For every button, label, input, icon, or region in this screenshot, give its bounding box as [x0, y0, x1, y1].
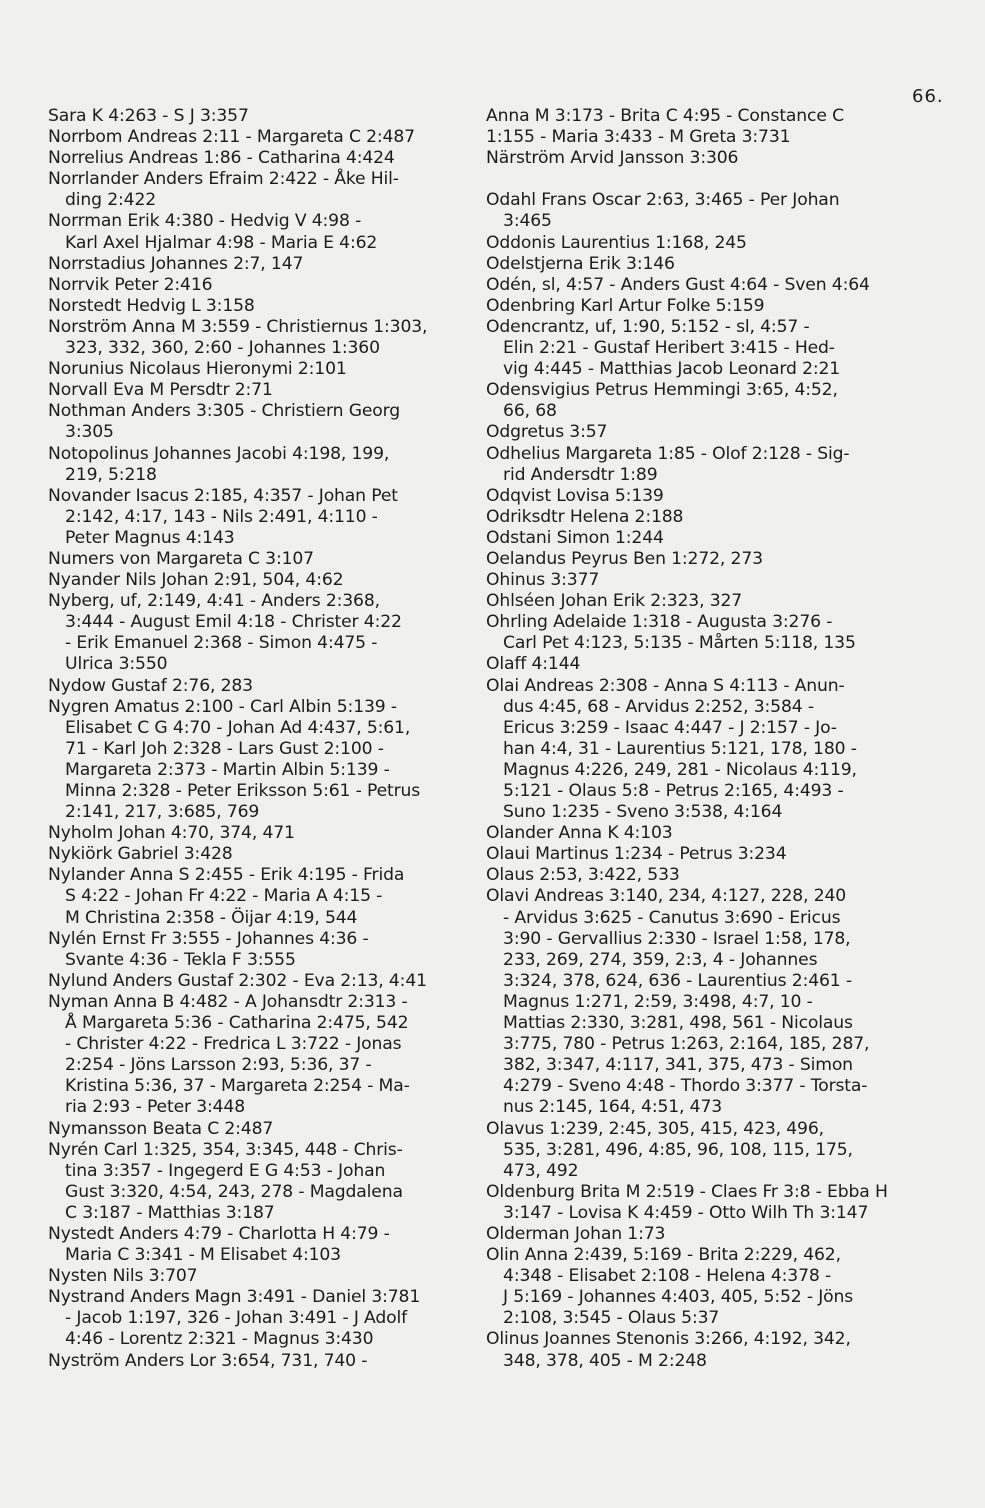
index-entry-line: Odqvist Lovisa 5:139: [486, 485, 664, 506]
index-entry-line: Nystrand Anders Magn 3:491 - Daniel 3:781: [48, 1287, 421, 1308]
index-entry-line: [486, 169, 916, 190]
index-entry-line: Nothman Anders 3:305 - Christiern Georg: [48, 401, 401, 422]
index-entry-line: Oelandus Peyrus Ben 1:272, 273: [486, 548, 763, 569]
index-entry-line: 3:444 - August Emil 4:18 - Christer 4:22: [48, 612, 402, 633]
index-entry-line: Ohrling Adelaide 1:318 - Augusta 3:276 -: [486, 612, 833, 633]
index-entry-line: Odgretus 3:57: [486, 422, 608, 443]
index-entry-line: Ulrica 3:550: [48, 654, 168, 675]
index-entry-line: Karl Axel Hjalmar 4:98 - Maria E 4:62: [48, 232, 378, 253]
index-entry-line: Sara K 4:263 - S J 3:357: [48, 106, 249, 126]
index-entry-line: 473, 492: [486, 1160, 579, 1181]
index-entry-line: Odelstjerna Erik 3:146: [486, 253, 675, 274]
index-entry-line: Numers von Margareta C 3:107: [48, 548, 314, 569]
index-entry-line: Norstedt Hedvig L 3:158: [48, 295, 255, 316]
index-entry-line: 3:305: [48, 422, 114, 443]
index-entry-line: ding 2:422: [48, 190, 157, 211]
index-entry-line: Nyholm Johan 4:70, 374, 471: [48, 823, 295, 844]
index-entry-line: Olai Andreas 2:308 - Anna S 4:113 - Anun-: [486, 675, 845, 696]
index-entry-line: 4:348 - Elisabet 2:108 - Helena 4:378 -: [486, 1266, 832, 1287]
index-entry-line: Nykiörk Gabriel 3:428: [48, 844, 233, 865]
index-entry-line: Nylund Anders Gustaf 2:302 - Eva 2:13, 4:41: [48, 970, 427, 991]
index-entry-line: Olaui Martinus 1:234 - Petrus 3:234: [486, 844, 787, 865]
page-number: 66.: [912, 86, 944, 107]
index-entry-line: Å Margareta 5:36 - Catharina 2:475, 542: [48, 1013, 409, 1034]
index-entry-line: Nyrén Carl 1:325, 354, 3:345, 448 - Chris-: [48, 1139, 403, 1160]
index-entry-line: Magnus 4:226, 249, 281 - Nicolaus 4:119,: [486, 759, 857, 780]
index-entry-line: Odén, sl, 4:57 - Anders Gust 4:64 - Sven 4:64: [486, 274, 870, 295]
index-entry-line: Nymansson Beata C 2:487: [48, 1118, 274, 1139]
index-entry-line: 323, 332, 360, 2:60 - Johannes 1:360: [48, 338, 380, 359]
index-entry-line: Odenbring Karl Artur Folke 5:159: [486, 295, 765, 316]
index-entry-line: Notopolinus Johannes Jacobi 4:198, 199,: [48, 443, 390, 464]
index-entry-line: Minna 2:328 - Peter Eriksson 5:61 - Petrus: [48, 781, 421, 801]
index-entry-line: 2:108, 3:545 - Olaus 5:37: [486, 1308, 720, 1329]
index-entry-line: Suno 1:235 - Sveno 3:538, 4:164: [486, 802, 783, 823]
index-entry-line: nus 2:145, 164, 4:51, 473: [486, 1097, 723, 1118]
index-entry-line: - Christer 4:22 - Fredrica L 3:722 - Jonas: [48, 1034, 402, 1055]
index-entry-line: 71 - Karl Joh 2:328 - Lars Gust 2:100 -: [48, 738, 384, 759]
index-entry-line: Oldenburg Brita M 2:519 - Claes Fr 3:8 - Ebba H: [486, 1181, 888, 1202]
index-entry-line: Nylén Ernst Fr 3:555 - Johannes 4:36 -: [48, 928, 369, 949]
index-entry-line: Odstani Simon 1:244: [486, 527, 664, 548]
index-entry-line: 1:155 - Maria 3:433 - M Greta 3:731: [486, 127, 791, 148]
index-entry-line: Novander Isacus 2:185, 4:357 - Johan Pet: [48, 485, 398, 506]
index-entry-line: 348, 378, 405 - M 2:248: [486, 1350, 707, 1371]
index-entry-line: Norrbom Andreas 2:11 - Margareta C 2:487: [48, 127, 415, 148]
index-entry-line: Nysten Nils 3:707: [48, 1266, 198, 1287]
index-entry-line: Norrelius Andreas 1:86 - Catharina 4:424: [48, 148, 395, 169]
index-entry-line: Ohinus 3:377: [486, 570, 600, 591]
index-entry-line: 3:324, 378, 624, 636 - Laurentius 2:461 -: [486, 970, 852, 991]
index-column-right: [486, 106, 916, 1372]
index-entry-line: Olderman Johan 1:73: [486, 1223, 666, 1244]
index-entry-line: Odensvigius Petrus Hemmingi 3:65, 4:52,: [486, 380, 838, 401]
index-entry-line: vig 4:445 - Matthias Jacob Leonard 2:21: [486, 359, 841, 380]
index-entry-line: 2:254 - Jöns Larsson 2:93, 5:36, 37 -: [48, 1055, 372, 1076]
index-entry-line: 3:147 - Lovisa K 4:459 - Otto Wilh Th 3:147: [486, 1202, 869, 1223]
index-entry-line: Nyander Nils Johan 2:91, 504, 4:62: [48, 570, 344, 591]
index-entry-line: Nygren Amatus 2:100 - Carl Albin 5:139 -: [48, 696, 397, 717]
index-entry-line: Nyberg, uf, 2:149, 4:41 - Anders 2:368,: [48, 591, 380, 612]
index-entry-line: Ericus 3:259 - Isaac 4:447 - J 2:157 - Jo-: [486, 717, 837, 738]
index-entry-line: Odriksdtr Helena 2:188: [486, 506, 684, 527]
index-entry-line: S 4:22 - Johan Fr 4:22 - Maria A 4:15 -: [48, 886, 383, 907]
index-entry-line: Carl Pet 4:123, 5:135 - Mårten 5:118, 135: [486, 633, 856, 654]
index-entry-line: Norunius Nicolaus Hieronymi 2:101: [48, 359, 347, 380]
index-entry-line: Olander Anna K 4:103: [486, 823, 673, 844]
index-entry-line: tina 3:357 - Ingegerd E G 4:53 - Johan: [48, 1160, 386, 1181]
index-entry-line: Närström Arvid Jansson 3:306: [486, 148, 739, 169]
index-entry-line: ria 2:93 - Peter 3:448: [48, 1097, 246, 1118]
index-entry-line: Norvall Eva M Persdtr 2:71: [48, 380, 273, 401]
index-entry-line: Olaus 2:53, 3:422, 533: [486, 865, 680, 886]
index-entry-line: 535, 3:281, 496, 4:85, 96, 108, 115, 175,: [486, 1139, 853, 1160]
index-entry-line: Peter Magnus 4:143: [48, 527, 235, 548]
index-entry-line: Nydow Gustaf 2:76, 283: [48, 675, 253, 696]
index-entry-line: 3:775, 780 - Petrus 1:263, 2:164, 185, 287,: [486, 1034, 870, 1055]
index-entry-line: Norrlander Anders Efraim 2:422 - Åke Hil-: [48, 169, 399, 190]
index-entry-line: Gust 3:320, 4:54, 243, 278 - Magdalena: [48, 1181, 403, 1202]
index-entry-line: Margareta 2:373 - Martin Albin 5:139 -: [48, 759, 390, 780]
index-entry-line: 233, 269, 274, 359, 2:3, 4 - Johannes: [486, 949, 818, 970]
index-entry-line: Olavus 1:239, 2:45, 305, 415, 423, 496,: [486, 1118, 824, 1139]
index-entry-line: dus 4:45, 68 - Arvidus 2:252, 3:584 -: [486, 696, 814, 717]
index-entry-line: 3:90 - Gervallius 2:330 - Israel 1:58, 178,: [486, 928, 851, 949]
index-entry-line: Olaff 4:144: [486, 654, 581, 675]
index-entry-line: Svante 4:36 - Tekla F 3:555: [48, 949, 296, 970]
index-entry-line: han 4:4, 31 - Laurentius 5:121, 178, 180 -: [486, 738, 857, 759]
index-entry-line: Norrvik Peter 2:416: [48, 274, 213, 295]
index-entry-line: Norström Anna M 3:559 - Christiernus 1:303,: [48, 316, 428, 337]
index-entry-line: Kristina 5:36, 37 - Margareta 2:254 - Ma-: [48, 1076, 410, 1097]
index-entry-line: Olavi Andreas 3:140, 234, 4:127, 228, 240: [486, 886, 847, 907]
index-entry-line: Nyman Anna B 4:482 - A Johansdtr 2:313 -: [48, 991, 408, 1012]
index-entry-line: Mattias 2:330, 3:281, 498, 561 - Nicolaus: [486, 1013, 853, 1034]
index-entry-line: 2:142, 4:17, 143 - Nils 2:491, 4:110 -: [48, 506, 378, 527]
index-entry-line: Oddonis Laurentius 1:168, 245: [486, 232, 747, 253]
index-entry-line: Odhelius Margareta 1:85 - Olof 2:128 - Sig-: [486, 443, 850, 464]
index-entry-line: Odencrantz, uf, 1:90, 5:152 - sl, 4:57 -: [486, 316, 810, 337]
index-entry-line: Elin 2:21 - Gustaf Heribert 3:415 - Hed-: [486, 338, 835, 359]
index-entry-line: Norrman Erik 4:380 - Hedvig V 4:98 -: [48, 211, 362, 232]
index-entry-line: 3:465: [486, 211, 552, 232]
index-entry-line: Nyström Anders Lor 3:654, 731, 740 -: [48, 1350, 368, 1371]
index-entry-line: 66, 68: [486, 401, 557, 422]
index-entry-line: J 5:169 - Johannes 4:403, 405, 5:52 - Jöns: [486, 1287, 854, 1308]
index-entry-line: Nylander Anna S 2:455 - Erik 4:195 - Frida: [48, 865, 405, 886]
index-entry-line: Norrstadius Johannes 2:7, 147: [48, 253, 304, 274]
index-entry-line: 219, 5:218: [48, 464, 157, 485]
index-entry-line: Ohlséen Johan Erik 2:323, 327: [486, 591, 743, 612]
index-entry-line: M Christina 2:358 - Öijar 4:19, 544: [48, 907, 358, 928]
index-entry-line: C 3:187 - Matthias 3:187: [48, 1202, 275, 1223]
index-entry-line: 5:121 - Olaus 5:8 - Petrus 2:165, 4:493 -: [486, 781, 844, 801]
index-entry-line: 4:279 - Sveno 4:48 - Thordo 3:377 - Torsta-: [486, 1076, 868, 1097]
index-entry-line: - Erik Emanuel 2:368 - Simon 4:475 -: [48, 633, 378, 654]
index-entry-line: Nystedt Anders 4:79 - Charlotta H 4:79 -: [48, 1223, 390, 1244]
index-entry-line: Olinus Joannes Stenonis 3:266, 4:192, 342,: [486, 1329, 851, 1350]
index-entry-line: Magnus 1:271, 2:59, 3:498, 4:7, 10 -: [486, 991, 813, 1012]
index-entry-line: Odahl Frans Oscar 2:63, 3:465 - Per Johan: [486, 190, 840, 211]
index-entry-line: 4:46 - Lorentz 2:321 - Magnus 3:430: [48, 1329, 374, 1350]
index-entry-line: Maria C 3:341 - M Elisabet 4:103: [48, 1245, 341, 1266]
index-entry-line: Anna M 3:173 - Brita C 4:95 - Constance C: [486, 106, 844, 126]
index-entry-line: 382, 3:347, 4:117, 341, 375, 473 - Simon: [486, 1055, 853, 1076]
index-entry-line: 2:141, 217, 3:685, 769: [48, 802, 260, 823]
index-entry-line: - Arvidus 3:625 - Canutus 3:690 - Ericus: [486, 907, 841, 928]
index-entry-line: - Jacob 1:197, 326 - Johan 3:491 - J Adolf: [48, 1308, 408, 1329]
index-entry-line: Elisabet C G 4:70 - Johan Ad 4:437, 5:61,: [48, 717, 411, 738]
index-entry-line: Olin Anna 2:439, 5:169 - Brita 2:229, 462,: [486, 1245, 841, 1266]
index-column-left: [48, 106, 478, 1372]
index-entry-line: rid Andersdtr 1:89: [486, 464, 658, 485]
